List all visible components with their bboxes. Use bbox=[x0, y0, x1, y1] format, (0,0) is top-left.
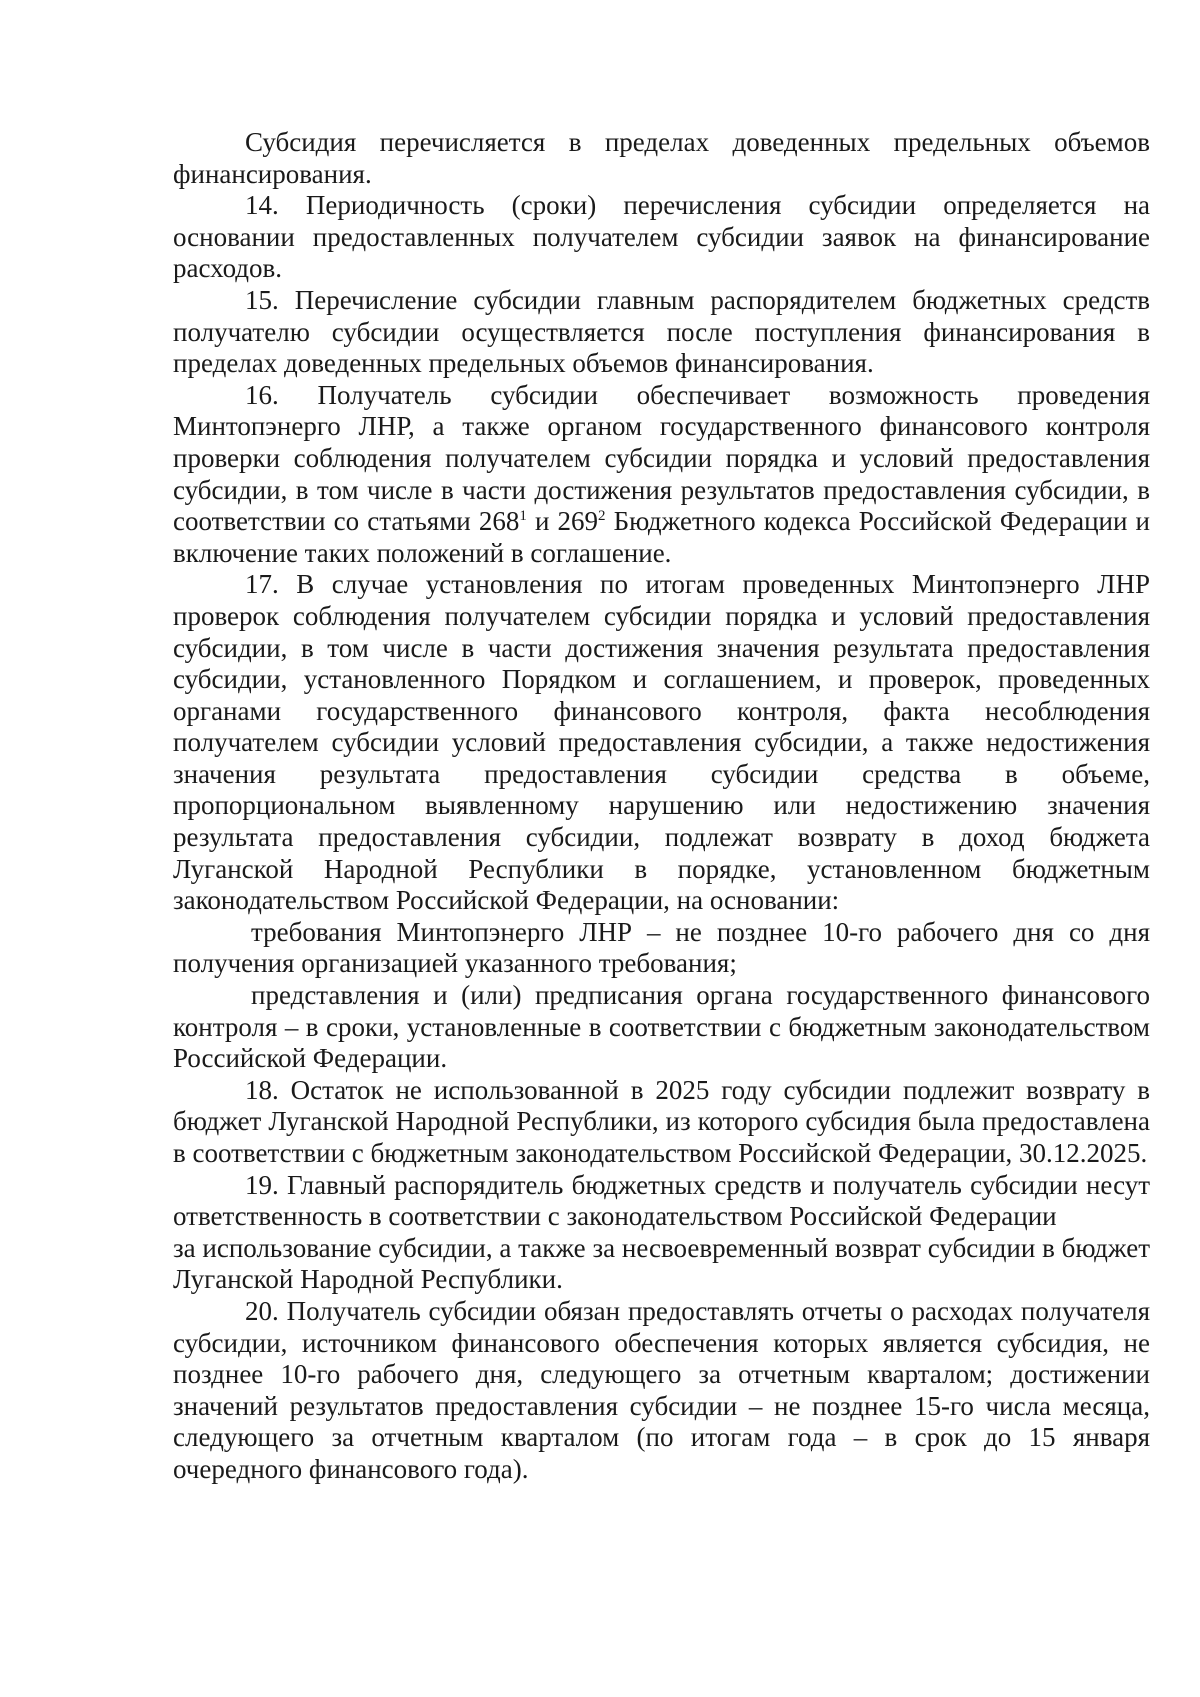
paragraph-subsidy-limits: Субсидия перечисляется в пределах доведенных предельных объемов финансирования. bbox=[173, 127, 1150, 189]
paragraph-17: 17. В случае установления по итогам проведенных Минтопэнерго ЛНР проверок соблюдения получателем субсидии порядка и условий предоставления субсидии, в том числе в части достижения значения результата предоставления субсидии, установленного Порядком и соглашением, и проверок, проведенных органами государственного финансового контроля, факта несоблюдения получателем субсидии условий предоставления субсидии, а также недостижения значения результата предоставления субсидии средства в объеме, пропорциональном выявленному нарушению или недостижению значения результата предоставления субсидии, подлежат возврату в доход бюджета Луганской Народной Республики в порядке, установленном бюджетным законодательством Российской Федерации, на основании: bbox=[173, 569, 1150, 916]
paragraph-16 bbox=[173, 380, 1150, 570]
paragraph-17-presentation: представления и (или) предписания органа государственного финансового контроля – в сроки, установленные в соответствии с бюджетным законодательством Российской Федерации. bbox=[173, 980, 1150, 1074]
document-body bbox=[173, 127, 1150, 1486]
paragraph-18: 18. Остаток не использованной в 2025 году субсидии подлежит возврату в бюджет Луганской Народной Республики, из которого субсидия была предоставлена в соответствии с бюджетным законодательством Российской Федерации, 30.12.2025. bbox=[173, 1074, 1150, 1168]
superscript-article-269: 2 bbox=[598, 508, 606, 525]
paragraph-16-text-mid: и 269 bbox=[526, 506, 599, 537]
paragraph-16-text-before: 16. Получатель субсидии обеспечивает возможность проведения Минтопэнерго ЛНР, а также органом государственного финансового контроля проверки соблюдения получателем субсидии порядка и условий предоставления субсидии, в том числе в части достижения результатов предоставления субсидии, в соответствии со статьями 268 bbox=[173, 379, 1150, 537]
paragraph-14: 14. Периодичность (сроки) перечисления субсидии определяется на основании предоставленных получателем субсидии заявок на финансирование расходов. bbox=[173, 190, 1150, 284]
paragraph-16-text-after: Бюджетного кодекса Российской Федерации и включение таких положений в соглашение. bbox=[173, 506, 1150, 568]
paragraph-15: 15. Перечисление субсидии главным распорядителем бюджетных средств получателю субсидии осуществляется после поступления финансирования в пределах доведенных предельных объемов финансирования. bbox=[173, 284, 1150, 379]
superscript-article-268: 1 bbox=[519, 508, 527, 525]
paragraph-19-part-1: 19. Главный распорядитель бюджетных средств и получатель субсидии несут ответственность в соответствии с законодательством Российской Федерации bbox=[173, 1169, 1150, 1232]
paragraph-20: 20. Получатель субсидии обязан предоставлять отчеты о расходах получателя субсидии, источником финансового обеспечения которых является субсидия, не позднее 10-го рабочего дня, следующего за отчетным кварталом; достижении значений результатов предоставления субсидии – не позднее 15-го числа месяца, следующего за отчетным кварталом (по итогам года – в срок до 15 января очередного финансового года). bbox=[173, 1295, 1150, 1484]
paragraph-19-part-2: за использование субсидии, а также за несвоевременный возврат субсидии в бюджет Луганской Народной Республики. bbox=[173, 1232, 1150, 1295]
paragraph-17-requirement: требования Минтопэнерго ЛНР – не позднее 10-го рабочего дня со дня получения организацией указанного требования; bbox=[173, 916, 1150, 979]
